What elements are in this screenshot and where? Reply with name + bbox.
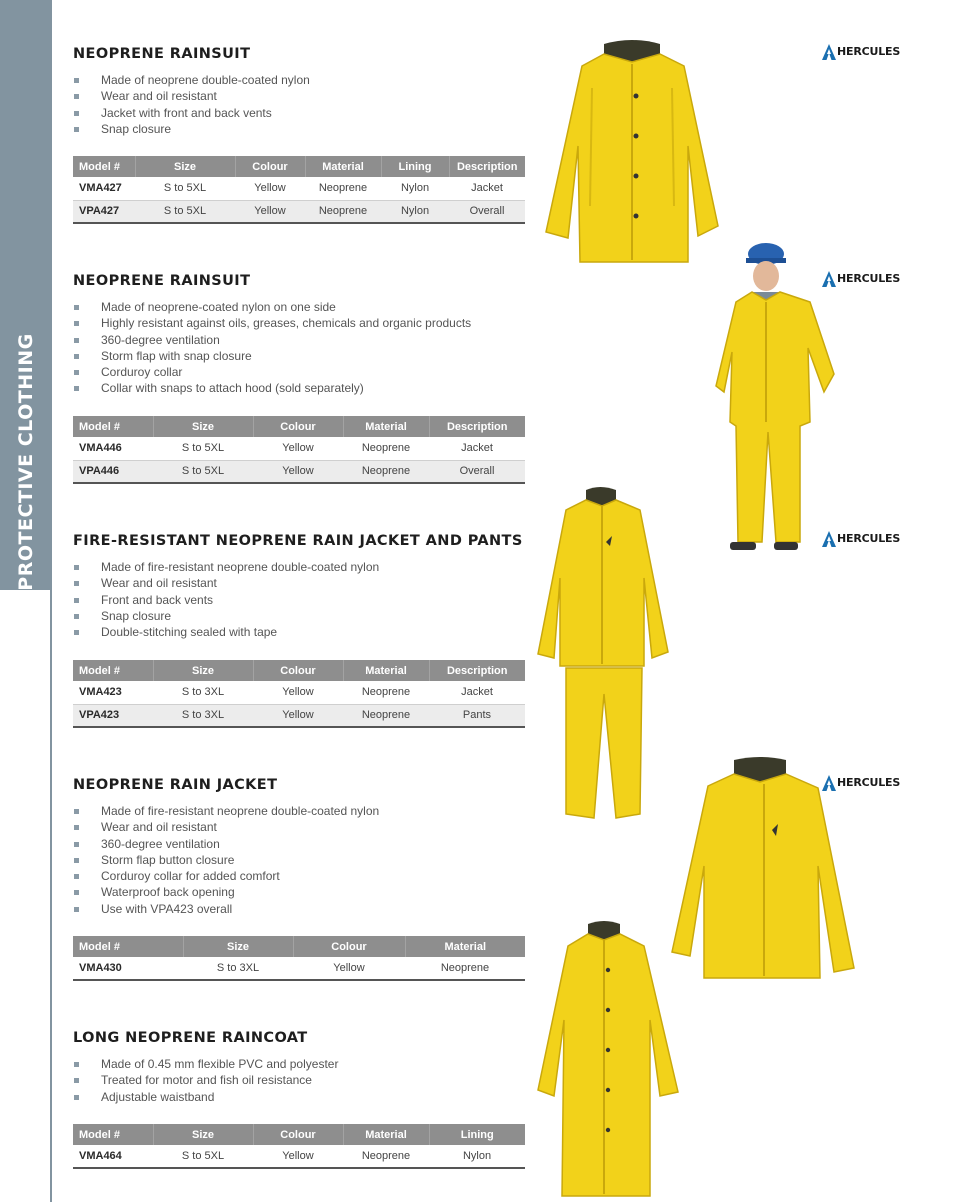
column-header: Colour xyxy=(293,936,405,957)
table-cell: S to 5XL xyxy=(153,460,253,483)
feature-list xyxy=(73,299,525,397)
column-header: Model # xyxy=(73,936,183,957)
column-header: Model # xyxy=(73,1124,153,1145)
table-row xyxy=(73,177,525,200)
table-cell: Yellow xyxy=(235,177,305,200)
table-cell: Yellow xyxy=(253,681,343,704)
spec-table xyxy=(73,660,525,728)
feature-item: Adjustable waistband xyxy=(73,1089,525,1105)
table-row xyxy=(73,437,525,460)
product-image-long-raincoat-vma464 xyxy=(536,920,680,1200)
feature-item: Double-stitching sealed with tape xyxy=(73,624,525,640)
section-title: LONG NEOPRENE RAINCOAT xyxy=(73,1030,308,1046)
table-cell: Nylon xyxy=(381,177,449,200)
feature-item: Storm flap with snap closure xyxy=(73,348,525,364)
feature-item: Wear and oil resistant xyxy=(73,575,525,591)
column-header: Colour xyxy=(253,416,343,437)
table-cell: VMA446 xyxy=(73,437,153,460)
table-cell: Neoprene xyxy=(343,681,429,704)
table-cell: S to 5XL xyxy=(153,1145,253,1168)
table-cell: Neoprene xyxy=(305,177,381,200)
column-header: Colour xyxy=(253,1124,343,1145)
column-header: Size xyxy=(153,416,253,437)
feature-item: 360-degree ventilation xyxy=(73,836,525,852)
table-cell: Yellow xyxy=(253,437,343,460)
table-cell: VMA427 xyxy=(73,177,135,200)
product-image-jacket-vma427 xyxy=(542,36,724,268)
column-header: Material xyxy=(343,416,429,437)
spec-table xyxy=(73,416,525,484)
feature-item: Corduroy collar for added comfort xyxy=(73,868,525,884)
feature-item: Wear and oil resistant xyxy=(73,819,525,835)
table-cell: Yellow xyxy=(253,460,343,483)
column-header: Description xyxy=(429,416,525,437)
feature-item: Made of neoprene double-coated nylon xyxy=(73,72,525,88)
hercules-logo xyxy=(822,44,906,60)
column-header: Material xyxy=(343,660,429,681)
section-fire-resistant-jacket-pants xyxy=(73,531,525,722)
table-row xyxy=(73,681,525,704)
table-cell: Yellow xyxy=(253,704,343,727)
spec-table xyxy=(73,156,525,224)
side-tab-rule xyxy=(50,590,52,1202)
section-title: NEOPRENE RAINSUIT xyxy=(73,46,251,62)
column-header: Size xyxy=(153,660,253,681)
column-header: Colour xyxy=(235,156,305,177)
table-cell: VPA446 xyxy=(73,460,153,483)
table-cell: Neoprene xyxy=(343,460,429,483)
column-header: Model # xyxy=(73,416,153,437)
table-cell: VMA423 xyxy=(73,681,153,704)
column-header: Size xyxy=(183,936,293,957)
table-cell: VMA430 xyxy=(73,957,183,980)
table-row xyxy=(73,200,525,223)
section-neoprene-rain-jacket xyxy=(73,775,525,974)
side-tab-label: PROTECTIVE CLOTHING xyxy=(15,333,37,591)
table-cell: Yellow xyxy=(253,1145,343,1168)
table-cell: Overall xyxy=(449,200,525,223)
table-header-row xyxy=(73,156,525,177)
column-header: Lining xyxy=(429,1124,525,1145)
table-cell: VPA423 xyxy=(73,704,153,727)
spec-table xyxy=(73,1124,525,1169)
hercules-wordmark: HERCULES xyxy=(837,272,901,285)
feature-item: Wear and oil resistant xyxy=(73,88,525,104)
hercules-wordmark: HERCULES xyxy=(837,45,901,58)
table-cell: VPA427 xyxy=(73,200,135,223)
feature-item: Treated for motor and fish oil resistance xyxy=(73,1072,525,1088)
column-header: Material xyxy=(305,156,381,177)
feature-item: Storm flap button closure xyxy=(73,852,525,868)
table-cell: Overall xyxy=(429,460,525,483)
table-header-row xyxy=(73,416,525,437)
column-header: Model # xyxy=(73,660,153,681)
product-image-rain-jacket-vma430 xyxy=(668,756,858,982)
table-cell: S to 3XL xyxy=(183,957,293,980)
table-cell: S to 3XL xyxy=(153,681,253,704)
table-header-row xyxy=(73,936,525,957)
feature-item: Front and back vents xyxy=(73,592,525,608)
table-cell: Neoprene xyxy=(343,1145,429,1168)
table-cell: Jacket xyxy=(429,681,525,704)
column-header: Material xyxy=(405,936,525,957)
product-image-jacket-pants-vma423 xyxy=(536,484,670,822)
table-cell: VMA464 xyxy=(73,1145,153,1168)
section-neoprene-rainsuit-2 xyxy=(73,271,525,478)
table-cell: Neoprene xyxy=(405,957,525,980)
column-header: Material xyxy=(343,1124,429,1145)
table-cell: S to 5XL xyxy=(135,177,235,200)
table-row xyxy=(73,1145,525,1168)
feature-list xyxy=(73,72,525,137)
section-long-neoprene-raincoat xyxy=(73,1028,525,1162)
column-header: Size xyxy=(135,156,235,177)
table-cell: Yellow xyxy=(235,200,305,223)
section-neoprene-rainsuit-1 xyxy=(73,44,525,218)
column-header: Lining xyxy=(381,156,449,177)
table-cell: Neoprene xyxy=(343,437,429,460)
section-title: FIRE-RESISTANT NEOPRENE RAIN JACKET AND PANTS xyxy=(73,533,523,549)
product-image-rainsuit-vma446 xyxy=(712,242,838,556)
spec-table xyxy=(73,936,525,981)
table-row xyxy=(73,460,525,483)
feature-item: 360-degree ventilation xyxy=(73,332,525,348)
hercules-wordmark: HERCULES xyxy=(837,776,901,789)
column-header: Model # xyxy=(73,156,135,177)
table-cell: Neoprene xyxy=(305,200,381,223)
side-tab xyxy=(0,0,52,1202)
feature-item: Made of fire-resistant neoprene double-coated nylon xyxy=(73,803,525,819)
table-cell: Jacket xyxy=(429,437,525,460)
table-row xyxy=(73,957,525,980)
feature-item: Snap closure xyxy=(73,608,525,624)
hercules-wordmark: HERCULES xyxy=(837,532,901,545)
table-cell: S to 5XL xyxy=(153,437,253,460)
hercules-mark-icon xyxy=(822,44,836,60)
table-header-row xyxy=(73,1124,525,1145)
feature-item: Highly resistant against oils, greases, chemicals and organic products xyxy=(73,315,525,331)
table-row xyxy=(73,704,525,727)
feature-item: Jacket with front and back vents xyxy=(73,105,525,121)
feature-list xyxy=(73,803,525,917)
table-cell: Neoprene xyxy=(343,704,429,727)
column-header: Colour xyxy=(253,660,343,681)
feature-item: Snap closure xyxy=(73,121,525,137)
column-header: Description xyxy=(449,156,525,177)
table-cell: S to 3XL xyxy=(153,704,253,727)
column-header: Description xyxy=(429,660,525,681)
feature-list xyxy=(73,559,525,640)
table-cell: Jacket xyxy=(449,177,525,200)
feature-item: Use with VPA423 overall xyxy=(73,901,525,917)
section-title: NEOPRENE RAINSUIT xyxy=(73,273,251,289)
feature-item: Made of neoprene-coated nylon on one side xyxy=(73,299,525,315)
section-title: NEOPRENE RAIN JACKET xyxy=(73,777,278,793)
table-cell: Nylon xyxy=(381,200,449,223)
table-cell: Yellow xyxy=(293,957,405,980)
feature-item: Waterproof back opening xyxy=(73,884,525,900)
feature-item: Made of 0.45 mm flexible PVC and polyester xyxy=(73,1056,525,1072)
table-cell: S to 5XL xyxy=(135,200,235,223)
table-header-row xyxy=(73,660,525,681)
feature-item: Made of fire-resistant neoprene double-coated nylon xyxy=(73,559,525,575)
feature-item: Corduroy collar xyxy=(73,364,525,380)
column-header: Size xyxy=(153,1124,253,1145)
table-cell: Nylon xyxy=(429,1145,525,1168)
table-cell: Pants xyxy=(429,704,525,727)
feature-list xyxy=(73,1056,525,1105)
feature-item: Collar with snaps to attach hood (sold separately) xyxy=(73,380,525,396)
